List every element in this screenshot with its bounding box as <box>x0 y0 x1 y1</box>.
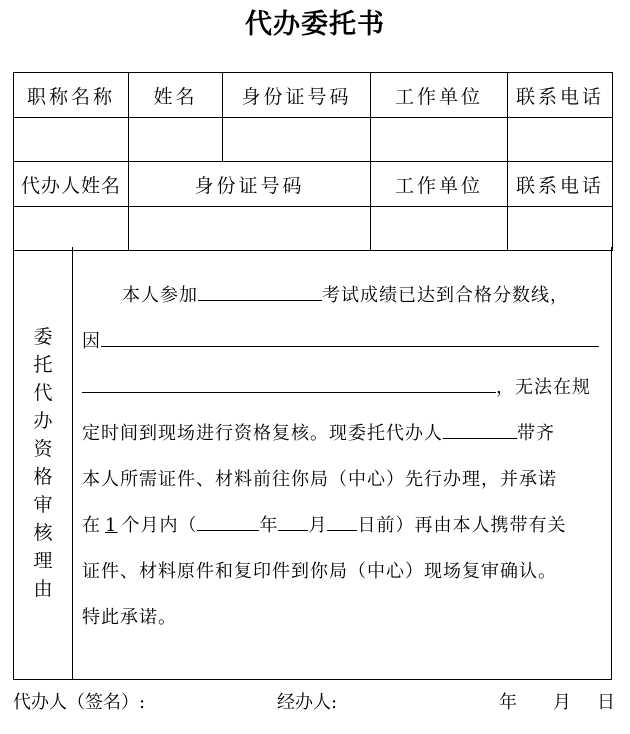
body-text: 年 <box>259 515 279 536</box>
body-line-5 <box>82 457 604 503</box>
employer-field[interactable] <box>371 118 508 162</box>
body-line-2 <box>82 319 604 365</box>
reason-label-char: 托 <box>33 354 53 376</box>
day-blank[interactable] <box>327 506 357 531</box>
body-text: 日前）再由本人携带有关 <box>357 515 567 536</box>
reason-label-char: 格 <box>33 466 53 488</box>
reason-blank-1[interactable] <box>101 322 599 347</box>
body-text: 本人所需证件、材料前往你局（中心）先行办理，并承诺 <box>82 469 557 490</box>
date-day-label: 日 <box>597 692 615 713</box>
title-name-field[interactable] <box>14 118 129 162</box>
header-employer: 工作单位 <box>371 73 508 118</box>
body-line-1 <box>82 273 604 319</box>
reason-label-char: 核 <box>33 522 53 544</box>
year-blank[interactable] <box>197 506 259 531</box>
header-id-number: 身份证号码 <box>223 73 371 118</box>
id-number-field[interactable] <box>223 118 371 162</box>
header-title-name: 职称名称 <box>14 73 129 118</box>
name-field[interactable] <box>129 118 223 162</box>
reason-section <box>13 247 612 680</box>
month-blank[interactable] <box>278 506 308 531</box>
reason-label <box>33 326 52 600</box>
handler-label: 经办人: <box>277 692 338 713</box>
body-line-3 <box>82 365 604 411</box>
agent-employer-field[interactable] <box>371 207 508 251</box>
body-line-7 <box>82 549 604 595</box>
date-year-label: 年 <box>499 692 517 713</box>
agent-name-field[interactable] <box>14 207 129 251</box>
document-title: 代办委托书 <box>245 9 385 40</box>
reason-label-char: 理 <box>33 550 53 572</box>
body-text: ，无法在规 <box>496 377 591 398</box>
authorization-form-table <box>13 72 613 251</box>
body-text: 在 <box>82 515 101 536</box>
header-agent-name: 代办人姓名 <box>14 162 129 207</box>
phone-field[interactable] <box>508 118 613 162</box>
exam-name-blank[interactable] <box>198 276 322 301</box>
body-line-8 <box>82 595 604 641</box>
reason-label-char: 办 <box>33 410 53 432</box>
agent-id-number-field[interactable] <box>129 207 371 251</box>
header-agent-id-number: 身份证号码 <box>129 162 371 207</box>
reason-label-char: 委 <box>33 326 53 348</box>
reason-label-char: 由 <box>33 578 53 600</box>
body-line-6 <box>82 503 604 549</box>
reason-label-char: 代 <box>33 382 53 404</box>
reason-blank-2[interactable] <box>82 368 496 393</box>
reason-body <box>82 273 604 641</box>
header-name: 姓名 <box>129 73 223 118</box>
agent-signature-label: 代办人（签名）: <box>13 692 146 713</box>
reason-label-char: 资 <box>33 438 53 460</box>
body-line-4 <box>82 411 604 457</box>
body-text: 月 <box>308 515 328 536</box>
reason-label-char: 审 <box>33 494 53 516</box>
signature-footer <box>13 688 615 718</box>
body-text: 特此承诺。 <box>82 607 177 628</box>
body-text: 定时间到现场进行资格复核。现委托代办人 <box>82 423 443 444</box>
reason-label-cell <box>14 247 73 679</box>
header-phone: 联系电话 <box>508 73 613 118</box>
header-agent-employer: 工作单位 <box>371 162 508 207</box>
body-text: 带齐 <box>517 423 555 444</box>
agent-name-blank[interactable] <box>443 414 517 439</box>
date-month-label: 月 <box>553 692 571 713</box>
body-text: 本人参加 <box>122 285 198 306</box>
body-text: 因 <box>82 331 101 352</box>
header-agent-phone: 联系电话 <box>508 162 613 207</box>
body-text: 个月内（ <box>121 515 198 536</box>
agent-phone-field[interactable] <box>508 207 613 251</box>
body-text: 考试成绩已达到合格分数线， <box>322 285 569 306</box>
month-count: 1 <box>105 515 118 536</box>
body-text: 证件、材料原件和复印件到你局（中心）现场复审确认。 <box>82 561 557 582</box>
